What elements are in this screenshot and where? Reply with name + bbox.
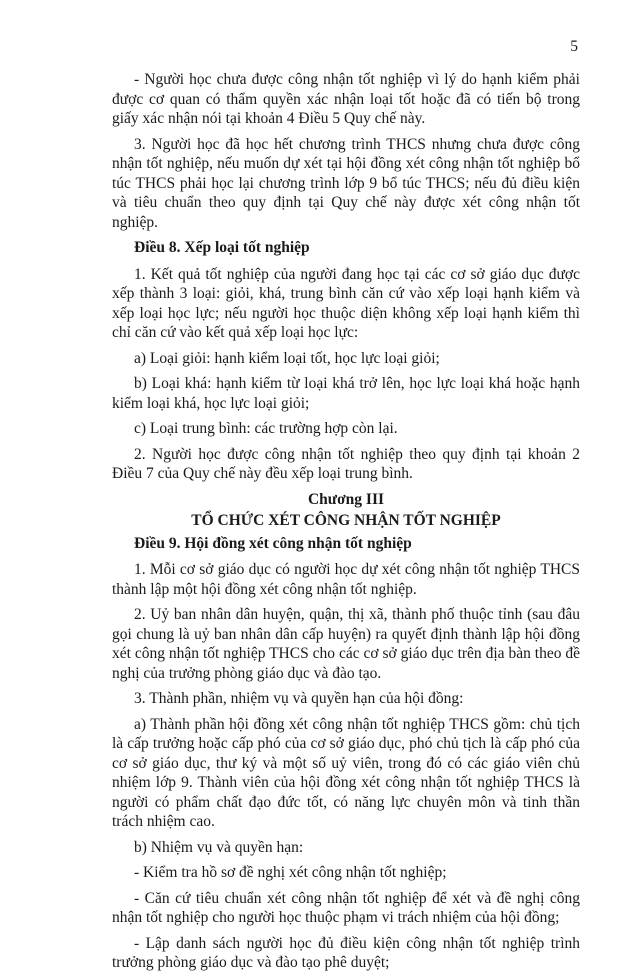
paragraph-9-3-a: a) Thành phần hội đồng xét công nhận tốt nghiệp THCS gồm: chủ tịch là cấp trưởng hoặc cấp phó của cơ sở giáo dục, phó chủ tịch là cấp phó của cơ sở giáo dục, thư ký và một số uỷ viên, trong đó có các giáo viên chủ nhiệm lớp 9. Thành viên của hội đồng xét công nhận tốt nghiệp THCS là người có phẩm chất đạo đức tốt, có năng lực chuyên môn và tinh thần trách nhiệm cao. (112, 715, 580, 830)
document-body (112, 70, 580, 979)
paragraph-clause-3-relearn: 3. Người học đã học hết chương trình THCS nhưng chưa được công nhận tốt nghiệp, nếu muốn dự xét tại hội đồng xét công nhận tốt nghiệp bổ túc THCS phải học lại chương trình lớp 9 bổ túc THCS; nếu đủ điều kiện và tiêu chuẩn theo quy định tại Quy chế này được xét công nhận tốt nghiệp. (112, 135, 580, 231)
paragraph-8-2: 2. Người học được công nhận tốt nghiệp theo quy định tại khoản 2 Điều 7 của Quy chế này đều xếp loại trung bình. (112, 445, 580, 482)
paragraph-9-3-b: b) Nhiệm vụ và quyền hạn: (134, 838, 304, 856)
paragraph-9-1: 1. Mỗi cơ sở giáo dục có người học dự xét công nhận tốt nghiệp THCS thành lập một hội đồng xét công nhận tốt nghiệp. (112, 561, 580, 598)
list-item-review-criteria: - Căn cứ tiêu chuẩn xét công nhận tốt nghiệp để xét và đề nghị công nhận tốt nghiệp cho người học thuộc phạm vi trách nhiệm của hội đồng; (112, 889, 580, 926)
chapter-title: TỔ CHỨC XÉT CÔNG NHẬN TỐT NGHIỆP (191, 511, 501, 529)
paragraph-8-1: 1. Kết quả tốt nghiệp của người đang học tại các cơ sở giáo dục được xếp thành 3 loại: giỏi, khá, trung bình căn cứ vào xếp loại hạnh kiểm và xếp loại học lực; nếu người học thuộc diện không xếp loại hạnh kiểm thì chỉ căn cứ vào kết quả xếp loại học lực: (112, 265, 580, 341)
paragraph-9-3: 3. Thành phần, nhiệm vụ và quyền hạn của hội đồng: (134, 690, 464, 707)
paragraph-9-2: 2. Uỷ ban nhân dân huyện, quận, thị xã, thành phố thuộc tỉnh (sau đâu gọi chung là uỷ ban nhân dân cấp huyện) ra quyết định thành lập hội đồng xét công nhận tốt nghiệp THCS cho các cơ sở giáo dục trên địa bàn theo đề nghị của trưởng phòng giáo dục và đào tạo. (112, 606, 580, 682)
article-8-heading: Điều 8. Xếp loại tốt nghiệp (134, 239, 310, 256)
article-9-heading: Điều 9. Hội đồng xét công nhận tốt nghiệp (134, 534, 412, 552)
list-item-make-list: - Lập danh sách người học đủ điều kiện công nhận tốt nghiệp trình trưởng phòng giáo dục và đào tạo phê duyệt; (112, 934, 580, 971)
page-number: 5 (570, 38, 578, 55)
list-item-check-records: - Kiểm tra hồ sơ đề nghị xét công nhận tốt nghiệp; (134, 864, 447, 881)
paragraph-8-1-c: c) Loại trung bình: các trường hợp còn lại. (134, 420, 398, 437)
paragraph-conduct-note: - Người học chưa được công nhận tốt nghiệp vì lý do hạnh kiểm phải được cơ quan có thẩm quyền xác nhận loại tốt hoặc đã có tiến bộ trong giấy xác nhận nói tại khoản 4 Điều 5 Quy chế này. (112, 71, 580, 127)
paragraph-8-1-b: b) Loại khá: hạnh kiểm từ loại khá trở lên, học lực loại khá hoặc hạnh kiểm loại khá, học lực loại giỏi; (112, 375, 580, 412)
chapter-number: Chương III (307, 490, 385, 508)
paragraph-8-1-a: a) Loại giỏi: hạnh kiểm loại tốt, học lực loại giỏi; (134, 349, 440, 367)
